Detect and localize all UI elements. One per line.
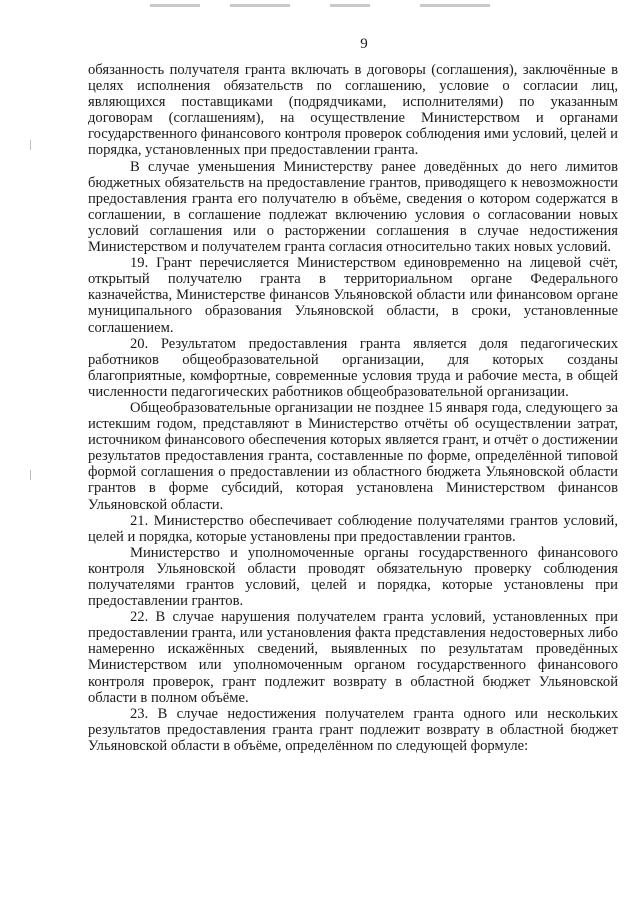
paragraph: 21. Министерство обеспечивает соблюдение получателями грантов условий, целей и порядка, которые установлены при предоставлении грантов. bbox=[88, 512, 618, 545]
paragraph: 22. В случае нарушения получателем гранта условий, установленных при предоставлении гранта, или установления факта представления недостоверных либо намеренно искажённых сведений, выявленных по результатам проведённых Министерством или уполномоченным органом государственного финансового контроля проверок, грант подлежит возврату в областной бюджет Ульяновской области в полном объёме. bbox=[88, 609, 618, 706]
paragraph: Общеобразовательные организации не позднее 15 января года, следующего за истекшим годом, представляют в Министерство отчёты об осуществлении затрат, источником финансового обеспечения которых является грант, и отчёт о достижении результатов предоставления гранта, составленные по форме, определённой типовой формой соглашения о предоставлении из областного бюджета Ульяновской области грантов в форме субсидий, которая установлена Министерством финансов Ульяновской области. bbox=[88, 399, 618, 513]
scan-artifact bbox=[30, 140, 31, 150]
scan-artifact bbox=[330, 4, 370, 7]
page-number: 9 bbox=[360, 36, 368, 52]
paragraph: Министерство и уполномоченные органы государственного финансового контроля Ульяновской области проводят обязательную проверку соблюдения получателями грантов условий, целей и порядка, которые установлены при предоставлении грантов. bbox=[88, 544, 618, 610]
paragraph: 20. Результатом предоставления гранта является доля педагогических работников общеобразовательной организации, для которых созданы благоприятные, комфортные, современные условия труда и рабочие места, в общей численности педагогических работников общеобразовательной организации. bbox=[88, 335, 618, 400]
scan-artifact bbox=[150, 4, 200, 7]
paragraph: 19. Грант перечисляется Министерством единовременно на лицевой счёт, открытый получателю гранта в территориальном органе Федерального казначейства, Министерстве финансов Ульяновской области или финансовом органе муниципального образования Ульяновской области, в сроки, установленные соглашением. bbox=[88, 255, 618, 336]
paragraph: 23. В случае недостижения получателем гранта одного или нескольких результатов предоставления гранта грант подлежит возврату в областной бюджет Ульяновской области в объёме, определённом по следующей формуле: bbox=[88, 705, 618, 754]
scan-artifact bbox=[230, 4, 290, 7]
paragraph: В случае уменьшения Министерству ранее доведённых до него лимитов бюджетных обязательств на предоставление грантов, приводящего к невозможности предоставления гранта его получателю в объёме, сведения о котором содержатся в соглашении, в соглашение подлежат включению условия о согласовании новых условий соглашения или о расторжении соглашения в случае недостижения Министерством и получателем гранта согласия относительно таких новых условий. bbox=[88, 158, 618, 256]
paragraph: обязанность получателя гранта включать в договоры (соглашения), заключённые в целях исполнения обязательств по соглашению, условие о согласии лиц, являющихся поставщиками (подрядчиками, исполнителями) по указанным договорам (соглашениям), на осуществление Министерством и органами государственного финансового контроля проверок соблюдения ими условий, целей и порядка, установленных при предоставлении гранта. bbox=[88, 62, 618, 159]
scan-artifact bbox=[420, 4, 490, 7]
scan-artifact bbox=[30, 470, 31, 480]
